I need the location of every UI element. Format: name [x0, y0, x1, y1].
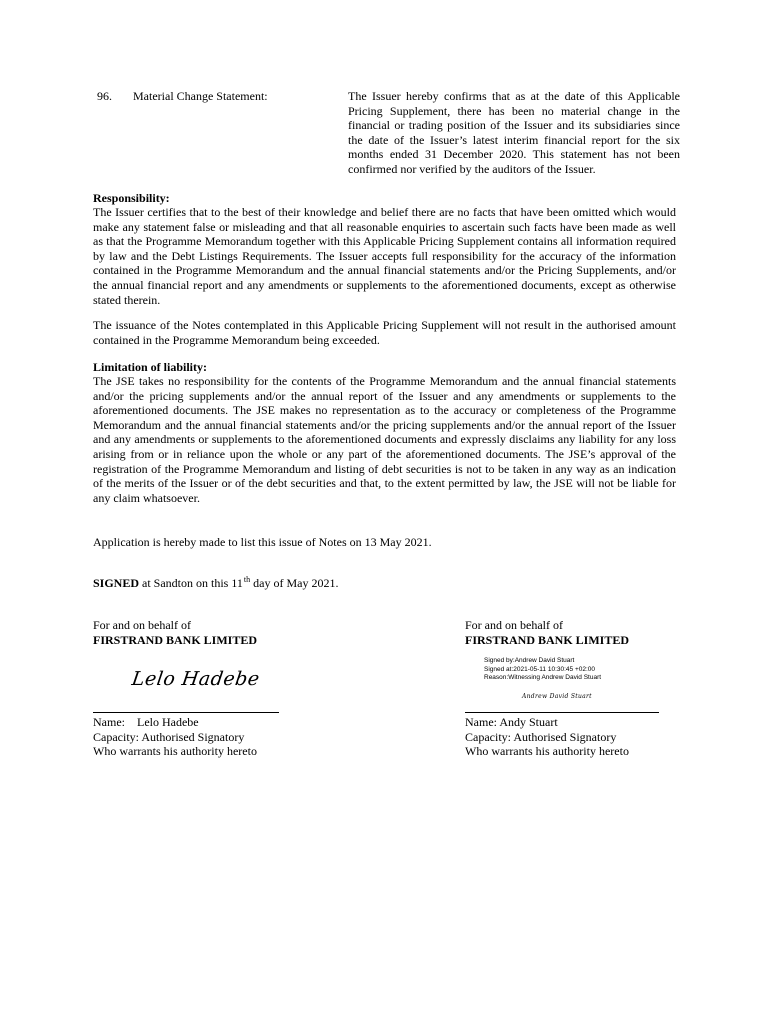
signed-statement: [93, 576, 338, 591]
responsibility-heading: Responsibility:: [93, 191, 170, 205]
right-signatory-header: [465, 618, 725, 647]
right-signature-line: [465, 712, 659, 713]
right-name: Andy Stuart: [499, 715, 558, 729]
left-name-row: [93, 715, 257, 730]
left-signature-line: [93, 712, 279, 713]
right-warrant: Who warrants his authority hereto: [465, 744, 629, 759]
left-signatory-details: [93, 715, 257, 759]
left-on-behalf: For and on behalf of: [93, 618, 191, 632]
signed-place-date: at Sandton on this 11: [139, 576, 243, 590]
right-capacity: Capacity: Authorised Signatory: [465, 729, 617, 744]
issuance-paragraph: The issuance of the Notes contemplated in this Applicable Pricing Supplement will not result in the authorised amount contained in the Programme Memorandum being exceeded.: [93, 318, 676, 347]
ordinal-suffix: th: [243, 575, 251, 584]
item-number: 96.: [97, 89, 112, 103]
left-bank-name: FIRSTRAND BANK LIMITED: [93, 632, 258, 647]
right-name-row: [465, 715, 629, 730]
signed-word: SIGNED: [93, 576, 140, 590]
digital-signature-stamp: [484, 657, 601, 683]
stamp-reason: Reason:Witnessing Andrew David Stuart: [484, 674, 602, 682]
right-on-behalf: For and on behalf of: [465, 618, 563, 632]
signed-month-year: day of May 2021.: [250, 576, 339, 590]
stamp-signed-by: Signed by:Andrew David Stuart: [484, 657, 575, 664]
limitation-paragraph: The JSE takes no responsibility for the contents of the Programme Memorandum and the annual financial statements and/or the pricing supplements and/or the annual report of the Issuer and any amendments or supplements to the aforementioned documents. The JSE makes no representation as to the accuracy or completeness of the Programme Memorandum and the annual financial statements and/or the pricing supplements and/or the annual report of the Issuer and any amendments or supplements to the aforementioned documents and expressly disclaims any liability for any loss arising from or in reliance upon the whole or any part of the aforementioned documents. The JSE’s approval of the registration of the Programme Memorandum and listing of debt securities is not to be taken in any way as an indication of the merits of the Issuer or of the debt securities and that, to the extent permitted by law, the JSE will not be liable for any claim whatsoever.: [93, 374, 676, 505]
right-name-label: Name:: [465, 715, 497, 729]
left-capacity: Capacity: Authorised Signatory: [93, 729, 245, 744]
left-name: Lelo Hadebe: [137, 715, 199, 729]
right-handwritten-signature: Andrew David Stuart: [522, 693, 592, 700]
stamp-signed-at: Signed at:2021-05-11 10:30:45 +02:00: [484, 665, 596, 673]
left-warrant: Who warrants his authority hereto: [93, 744, 257, 759]
left-signatory-header: [93, 618, 353, 647]
responsibility-paragraph: The Issuer certifies that to the best of their knowledge and belief there are no facts that have been omitted which would make any statement false or misleading and that all reasonable enquiries to ascertain such facts have been made as well as that the Programme Memorandum together with this Applicable Pricing Supplement contains all information required by law and the Debt Listings Requirements. The Issuer accepts full responsibility for the accuracy of the information contained in the Programme Memorandum and the annual financial statements and/or the Pricing Supplements, and/or the annual financial report and any amendments or supplements to the aforementioned documents, except as otherwise stated therein.: [93, 205, 676, 307]
left-name-label: Name:: [93, 715, 125, 729]
right-bank-name: FIRSTRAND BANK LIMITED: [465, 632, 630, 647]
application-statement: Application is hereby made to list this issue of Notes on 13 May 2021.: [93, 535, 432, 549]
right-signatory-details: [465, 715, 629, 759]
left-handwritten-signature: Lelo Hadebe: [130, 668, 262, 690]
item-title: Material Change Statement:: [133, 89, 268, 103]
limitation-heading: Limitation of liability:: [93, 360, 207, 374]
material-change-statement: The Issuer hereby confirms that as at the date of this Applicable Pricing Supplement, there has been no material change in the financial or trading position of the Issuer and its subsidiaries since the date of the Issuer’s latest interim financial report for the six months ended 31 December 2020. This statement has not been confirmed nor verified by the auditors of the Issuer.: [348, 89, 680, 176]
